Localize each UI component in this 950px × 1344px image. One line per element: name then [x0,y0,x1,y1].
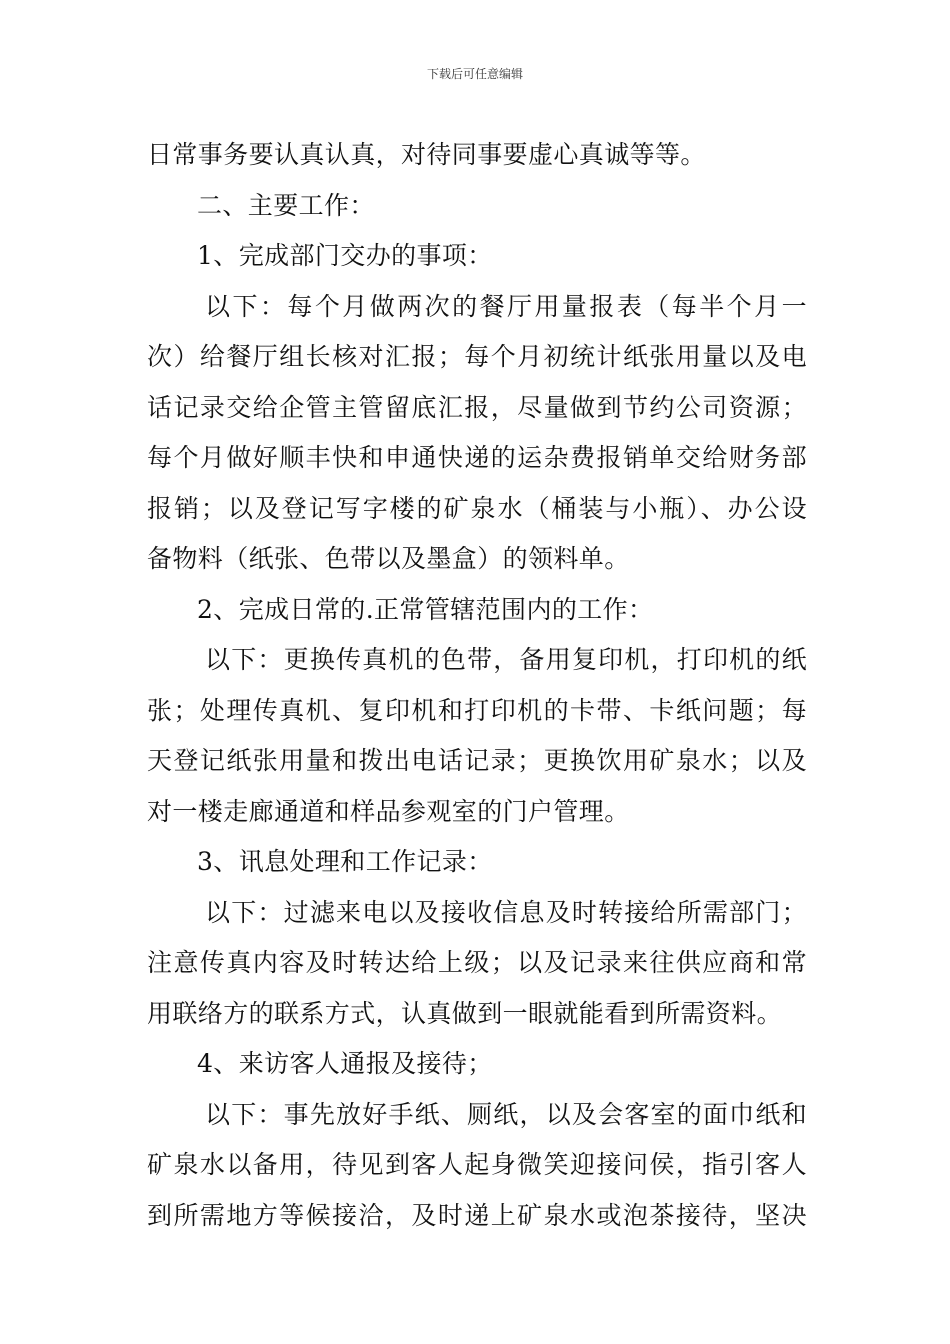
text-line: 矿泉水以备用，待见到客人起身微笑迎接问侯，指引客人 [147,1150,807,1179]
text-line: 到所需地方等候接洽，及时递上矿泉水或泡茶接待，坚决 [147,1200,807,1230]
text-line: 每个月做好顺丰快和申通快递的运杂费报销单交给财务部 [147,443,807,472]
text-line: 话记录交给企管主管留底汇报，尽量做到节约公司资源； [147,392,807,422]
text-line: 以下：更换传真机的色带，备用复印机，打印机的纸 [205,645,807,674]
text-line: 以下：每个月做两次的餐厅用量报表（每半个月一 [205,291,807,321]
text-line: 天登记纸张用量和拨出电话记录；更换饮用矿泉水；以及 [147,746,807,775]
text-line: 备物料（纸张、色带以及墨盒）的领料单。 [147,544,630,573]
text-line: 对一楼走廊通道和样品参观室的门户管理。 [147,796,630,826]
item-heading: 2、完成日常的.正常管辖范围内的工作： [197,594,654,624]
item-heading: 3、讯息处理和工作记录： [197,847,493,876]
item-heading: 1、完成部门交办的事项： [197,241,493,270]
text-line: 注意传真内容及时转达给上级；以及记录来往供应商和常 [147,948,807,977]
text-line: 日常事务要认真认真，对待同事要虚心真诚等等。 [147,140,706,169]
text-line: 报销；以及登记写字楼的矿泉水（桶装与小瓶）、办公设 [147,493,807,523]
section-heading: 二、主要工作： [197,190,375,220]
item-heading: 4、来访客人通报及接待； [197,1049,493,1078]
page-header: 下载后可任意编辑 [426,67,523,81]
text-line: 用联络方的联系方式，认真做到一眼就能看到所需资料。 [147,998,783,1028]
text-line: 张；处理传真机、复印机和打印机的卡带、卡纸问题；每 [147,695,807,725]
text-line: 次）给餐厅组长核对汇报；每个月初统计纸张用量以及电 [147,342,807,371]
document-body [147,130,807,1241]
text-line: 以下：事先放好手纸、厕纸，以及会客室的面巾纸和 [205,1099,807,1129]
text-line: 以下：过滤来电以及接收信息及时转接给所需部门； [205,897,807,927]
